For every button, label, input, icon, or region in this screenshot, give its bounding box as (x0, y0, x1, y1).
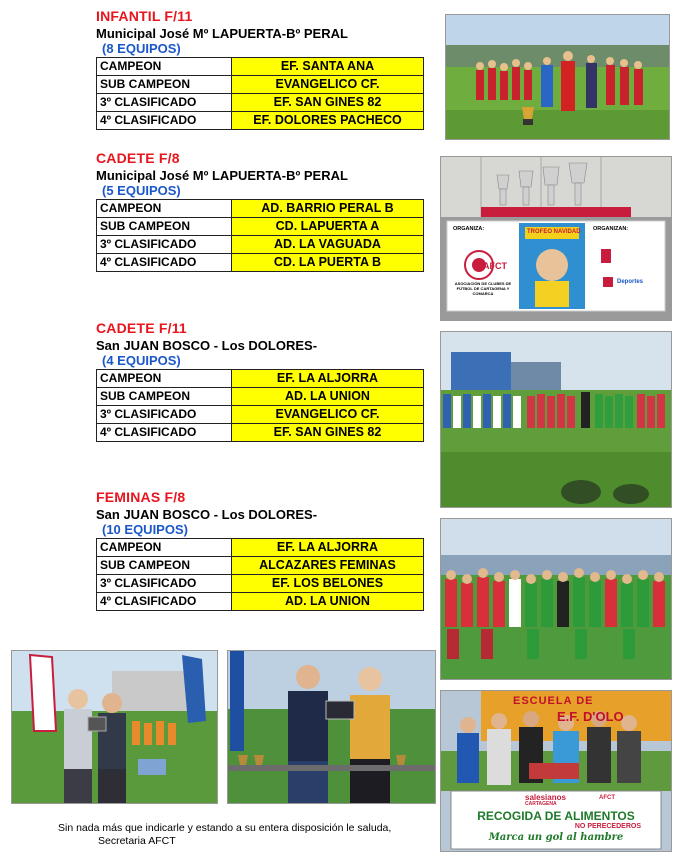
team-name: EF. SAN GINES 82 (232, 94, 424, 112)
team-count: (4 EQUIPOS) (102, 353, 181, 368)
position-label: 4º CLASIFICADO (97, 593, 232, 611)
category-title: FEMINAS F/8 (96, 489, 186, 505)
team-name: EF. LOS BELONES (232, 575, 424, 593)
section-cadete-f8 (96, 150, 426, 272)
table-row (97, 254, 424, 272)
position-label: 3º CLASIFICADO (97, 406, 232, 424)
table-row (97, 388, 424, 406)
banner-organizan-label: ORGANIZAN: (593, 226, 629, 232)
photo-trophies-banner (440, 156, 672, 321)
team-name: EF. LA ALJORRA (232, 539, 424, 557)
trofeo-navidad-text: TROFEO NAVIDAD (527, 229, 581, 235)
position-label: CAMPEON (97, 200, 232, 218)
no-perecederos-text: NO PERECEDEROS (574, 823, 641, 830)
team-count: (8 EQUIPOS) (102, 41, 181, 56)
team-name: CD. LAPUERTA A (232, 218, 424, 236)
photo-award-plaque-2 (227, 650, 436, 804)
table-row (97, 557, 424, 575)
team-name: EF. SANTA ANA (232, 58, 424, 76)
photo-infantil-team (445, 14, 670, 140)
photo-recogida-alimentos (440, 690, 672, 852)
results-table (96, 57, 424, 130)
table-row (97, 593, 424, 611)
position-label: SUB CAMPEON (97, 388, 232, 406)
position-label: SUB CAMPEON (97, 218, 232, 236)
position-label: 3º CLASIFICADO (97, 94, 232, 112)
position-label: 4º CLASIFICADO (97, 424, 232, 442)
cartagena-logo-text: CARTAGENA (525, 801, 557, 807)
position-label: CAMPEON (97, 539, 232, 557)
recogida-title: RECOGIDA DE ALIMENTOS (477, 809, 635, 823)
section-infantil-f11 (96, 8, 426, 130)
position-label: CAMPEON (97, 370, 232, 388)
team-name: EF. DOLORES PACHECO (232, 112, 424, 130)
table-row (97, 58, 424, 76)
team-name: CD. LA PUERTA B (232, 254, 424, 272)
table-row (97, 200, 424, 218)
position-label: SUB CAMPEON (97, 557, 232, 575)
position-label: CAMPEON (97, 58, 232, 76)
results-table (96, 369, 424, 442)
team-name: ALCAZARES FEMINAS (232, 557, 424, 575)
banner-organiza-label: ORGANIZA: (453, 226, 485, 232)
team-name: AD. LA VAGUADA (232, 236, 424, 254)
position-label: 3º CLASIFICADO (97, 236, 232, 254)
deportes-logo-text: Deportes (617, 279, 644, 285)
table-row (97, 94, 424, 112)
table-row (97, 575, 424, 593)
results-table (96, 199, 424, 272)
team-count: (10 EQUIPOS) (102, 522, 188, 537)
table-row (97, 424, 424, 442)
team-count: (5 EQUIPOS) (102, 183, 181, 198)
venue-name: San JUAN BOSCO - Los DOLORES- (96, 507, 318, 522)
efd-sign-text: E.F. D'OLO (557, 709, 624, 724)
signature-line: Secretaria AFCT (98, 835, 176, 847)
afct-small-logo-text: AFCT (599, 795, 615, 801)
escuela-sign-text: ESCUELA DE (513, 695, 594, 707)
closing-message (58, 822, 391, 848)
table-row (97, 76, 424, 94)
closing-line: Sin nada más que indicarle y estando a su entera disposición le saluda, (58, 822, 392, 834)
category-title: CADETE F/11 (96, 320, 187, 336)
team-name: EVANGELICO CF. (232, 76, 424, 94)
category-title: CADETE F/8 (96, 150, 180, 166)
afct-logo-text: AFCT (483, 261, 507, 271)
table-row (97, 370, 424, 388)
marca-slogan: Marca un gol al hambre (488, 832, 624, 843)
team-name: EF. LA ALJORRA (232, 370, 424, 388)
venue-name: Municipal José Mº LAPUERTA-Bº PERAL (96, 168, 348, 183)
table-row (97, 539, 424, 557)
team-name: AD. LA UNION (232, 388, 424, 406)
photo-feminas-teams (440, 518, 672, 680)
table-row (97, 406, 424, 424)
photo-cadete-f11-teams (440, 331, 672, 508)
position-label: SUB CAMPEON (97, 76, 232, 94)
salesianos-logo-text: salesianos (525, 793, 566, 802)
section-cadete-f11 (96, 320, 426, 442)
table-row (97, 218, 424, 236)
section-feminas-f8 (96, 489, 426, 611)
position-label: 3º CLASIFICADO (97, 575, 232, 593)
venue-name: Municipal José Mº LAPUERTA-Bº PERAL (96, 26, 348, 41)
category-title: INFANTIL F/11 (96, 8, 193, 24)
table-row (97, 112, 424, 130)
team-name: EVANGELICO CF. (232, 406, 424, 424)
table-row (97, 236, 424, 254)
team-name: AD. BARRIO PERAL B (232, 200, 424, 218)
position-label: 4º CLASIFICADO (97, 112, 232, 130)
results-table (96, 538, 424, 611)
photo-award-plaque-1 (11, 650, 218, 804)
position-label: 4º CLASIFICADO (97, 254, 232, 272)
afct-full-name: ASOCIACIÓN DE CLUBES DE FÚTBOL DE CARTAGENA Y COMARCA (454, 281, 512, 296)
venue-name: San JUAN BOSCO - Los DOLORES- (96, 338, 318, 353)
team-name: AD. LA UNION (232, 593, 424, 611)
team-name: EF. SAN GINES 82 (232, 424, 424, 442)
